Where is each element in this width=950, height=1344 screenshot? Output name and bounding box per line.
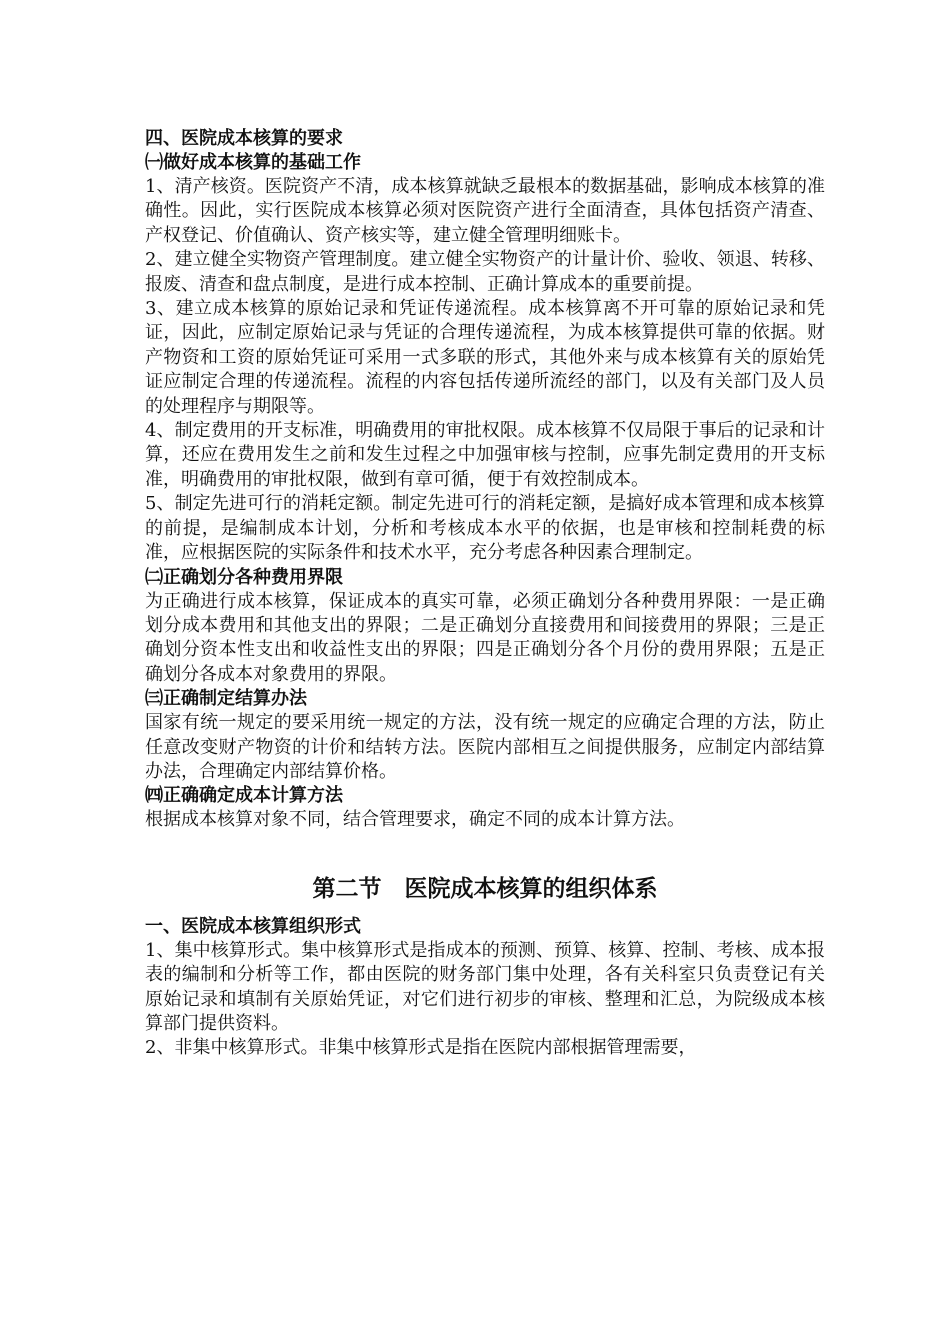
paragraph-expense-boundaries: 为正确进行成本核算，保证成本的真实可靠，必须正确划分各种费用界限：一是正确划分成本费用和其他支出的界限；二是正确划分直接费用和间接费用的界限；三是正确划分资本性支出和收益性支出的界限；四是正确划分各个月份的费用界限；五是正确划分各成本对象费用的界限。 xyxy=(145,590,825,685)
subheading-basic-work: ㈠做好成本核算的基础工作 xyxy=(145,152,361,173)
paragraph-settlement-method: 国家有统一规定的要采用统一规定的方法，没有统一规定的应确定合理的方法，防止任意改变财产物资的计价和结转方法。医院内部相互之间提供服务，应制定内部结算办法，合理确定内部结算价格。 xyxy=(145,712,825,782)
paragraph-consumption-quotas: 5、制定先进可行的消耗定额。制定先进可行的消耗定额，是搞好成本管理和成本核算的前提，是编制成本计划，分析和考核成本水平的依据，也是审核和控制耗费的标准，应根据医院的实际条件和技术水平，充分考虑各种因素合理制定。 xyxy=(145,493,825,564)
subheading-costing-method: ㈣正确确定成本计算方法 xyxy=(145,785,343,807)
paragraph-costing-method: 根据成本核算对象不同，结合管理要求，确定不同的成本计算方法。 xyxy=(145,809,685,831)
section-title: 第二节 医院成本核算的组织体系 xyxy=(312,875,658,902)
heading-organization-forms: 一、医院成本核算组织形式 xyxy=(145,915,361,937)
paragraph-original-records: 3、建立成本核算的原始记录和凭证传递流程。成本核算离不开可靠的原始记录和凭证，因此，应制定原始记录与凭证的合理传递流程，为成本核算提供可靠的依据。财产物资和工资的原始凭证可采用一式多联的形式，其他外来与成本核算有关的原始凭证应制定合理的传递流程。流程的内容包括传递所流经的部门，以及有关部门及人员的处理程序与期限等。 xyxy=(145,298,825,417)
paragraph-centralized-accounting: 1、集中核算形式。集中核算形式是指成本的预测、预算、核算、控制、考核、成本报表的编制和分析等工作，都由医院的财务部门集中处理，各有关科室只负责登记有关原始记录和填制有关原始凭证，对它们进行初步的审核、整理和汇总，为院级成本核算部门提供资料。 xyxy=(145,939,825,1034)
paragraph-asset-verification: 1、清产核资。医院资产不清，成本核算就缺乏最根本的数据基础，影响成本核算的准确性。因此，实行医院成本核算必须对医院资产进行全面清查，具体包括资产清查、产权登记、价值确认、资产核实等，建立健全管理明细账卡。 xyxy=(145,176,825,246)
subheading-expense-boundaries: ㈡正确划分各种费用界限 xyxy=(145,566,343,588)
document-page xyxy=(145,127,825,1061)
subheading-settlement-method: ㈢正确制定结算办法 xyxy=(145,688,307,710)
heading-cost-accounting-requirements: 四、医院成本核算的要求 xyxy=(145,128,343,149)
paragraph-expense-standards: 4、制定费用的开支标准，明确费用的审批权限。成本核算不仅局限于事后的记录和计算，还应在费用发生之前和发生过程之中加强审核与控制，应事先制定费用的开支标准，明确费用的审批权限，做到有章可循，便于有效控制成本。 xyxy=(145,420,825,490)
paragraph-asset-management-system: 2、建立健全实物资产管理制度。建立健全实物资产的计量计价、验收、领退、转移、报废、清查和盘点制度，是进行成本控制、正确计算成本的重要前提。 xyxy=(145,249,825,295)
paragraph-decentralized-accounting: 2、非集中核算形式。非集中核算形式是指在医院内部根据管理需要， xyxy=(145,1037,697,1059)
